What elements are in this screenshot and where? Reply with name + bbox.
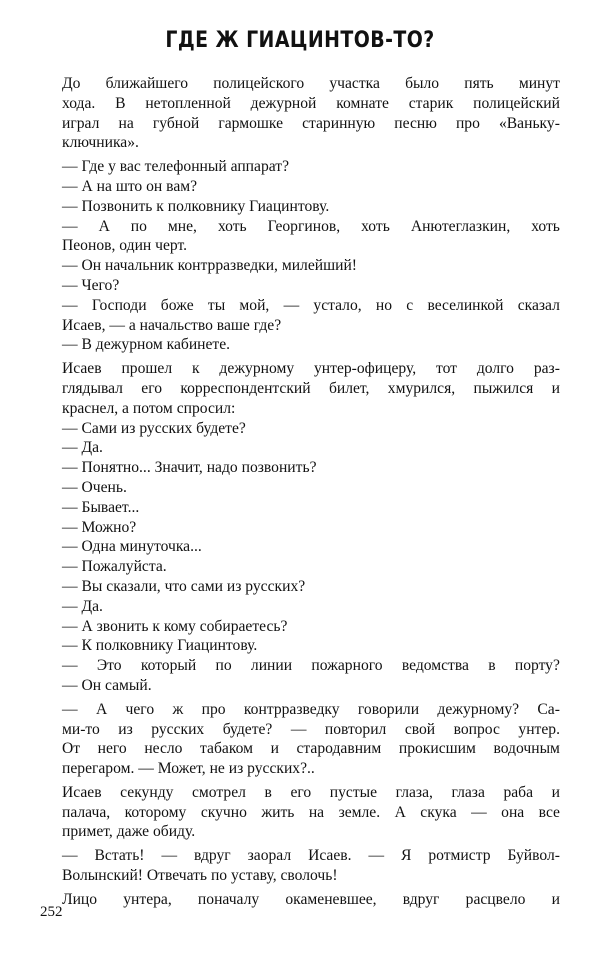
word: заорал <box>247 847 292 865</box>
word: — <box>283 296 300 314</box>
text-line: перегаром. — Может, не из русских?.. <box>62 760 315 778</box>
word: — <box>62 700 78 718</box>
word: В <box>115 94 126 112</box>
word: хоть <box>361 217 390 235</box>
word: скучно <box>200 803 247 821</box>
word: контрразведку <box>243 700 340 718</box>
word: боже <box>160 296 194 314</box>
word: говорили <box>357 700 420 718</box>
word: — <box>62 217 78 235</box>
word: сказал <box>517 296 560 314</box>
word: скука <box>420 803 457 821</box>
word: Господи <box>91 296 147 314</box>
page-number: 252 <box>40 904 63 920</box>
text-line <box>62 890 560 910</box>
word: его <box>141 379 163 397</box>
word: было <box>405 75 440 92</box>
word: будете? <box>222 720 273 738</box>
word: ты <box>207 296 226 314</box>
word: мне, <box>167 217 197 235</box>
text-line: — Пожалуйста. <box>62 558 167 576</box>
word: стародавним <box>296 740 382 758</box>
text-line <box>62 720 560 740</box>
text-line <box>62 803 560 823</box>
text-line: Волынский! Отвечать по уставу, сволочь! <box>62 867 338 885</box>
word: От <box>62 740 81 758</box>
text-line: — Сами из русских будете? <box>62 419 246 437</box>
word: гармошке <box>218 114 283 132</box>
text-line: — Да. <box>62 597 103 615</box>
text-line <box>62 217 560 237</box>
word: дежурной <box>250 94 317 112</box>
word: глаза <box>451 783 485 801</box>
word: и <box>551 379 560 397</box>
word: свой <box>404 720 436 738</box>
word: пять <box>464 75 494 92</box>
word: раз- <box>533 360 560 378</box>
word: участка <box>329 75 380 92</box>
word: билет, <box>328 379 370 397</box>
word: — <box>290 720 307 738</box>
word: несло <box>144 740 183 758</box>
text-line: — Где у вас телефонный аппарат? <box>62 158 289 176</box>
word: чего <box>125 700 155 718</box>
word: поначалу <box>197 890 260 908</box>
word: Исаев <box>62 360 102 378</box>
text-line <box>62 296 560 316</box>
word: хоть <box>217 217 247 235</box>
text-line: краснел, а потом спросил: <box>62 399 236 417</box>
word: с <box>406 296 414 314</box>
word: по <box>215 657 232 675</box>
word: Исаев <box>62 783 102 801</box>
word: Это <box>96 657 122 675</box>
text-line: — Чего? <box>62 276 120 294</box>
word: земле. <box>338 803 381 821</box>
word: ми-то <box>62 720 100 738</box>
text-line <box>62 846 560 866</box>
word: на <box>308 803 325 821</box>
word: его <box>290 783 312 801</box>
text-line <box>62 94 560 114</box>
word: старинную <box>302 114 376 132</box>
word: в <box>488 657 496 675</box>
word: про <box>455 114 480 132</box>
word: унтера, <box>123 890 172 908</box>
text-line <box>62 359 560 379</box>
text-line: — Он начальник контрразведки, милейший! <box>62 257 357 275</box>
word: линии <box>250 657 293 675</box>
word: корреспондентский <box>180 379 311 397</box>
word: старик <box>408 94 454 112</box>
word: губной <box>152 114 200 132</box>
word: хмурился, <box>387 379 456 397</box>
word: унтер. <box>518 720 560 738</box>
word: минут <box>518 75 560 92</box>
body-text <box>62 74 560 910</box>
word: — <box>368 847 385 865</box>
word: вдруг <box>193 847 231 865</box>
text-line <box>62 739 560 759</box>
word: ротмистр <box>428 847 491 865</box>
word: русских <box>151 720 205 738</box>
word: унтер-офицеру, <box>314 360 417 378</box>
word: по <box>130 217 147 235</box>
word: к <box>191 360 200 378</box>
word: устало, <box>313 296 362 314</box>
word: тот <box>435 360 457 378</box>
text-line: Пеонов, один черт. <box>62 237 188 255</box>
word: ж <box>172 700 184 718</box>
word: долго <box>476 360 514 378</box>
text-line <box>62 700 560 720</box>
word: Анютеглазкин, <box>410 217 511 235</box>
word: играл <box>62 114 100 132</box>
word: и <box>551 783 560 801</box>
word: ближайшего <box>105 75 189 92</box>
text-line <box>62 114 560 134</box>
word: секунду <box>120 783 174 801</box>
word: пыжился <box>473 379 534 397</box>
word: но <box>375 296 393 314</box>
word: ведомства <box>401 657 469 675</box>
word: пожарного <box>311 657 383 675</box>
word: прокисшим <box>398 740 476 758</box>
text-line: — Вы сказали, что сами из русских? <box>62 577 306 595</box>
word: про <box>201 700 226 718</box>
text-line <box>62 74 560 94</box>
word: него <box>97 740 127 758</box>
text-line: — Позвонить к полковнику Гиацинтову. <box>62 197 330 215</box>
word: хода. <box>62 94 96 112</box>
chapter-title: ГДЕ Ж ГИАЦИНТОВ-ТО? <box>165 28 435 53</box>
word: глядывал <box>62 379 123 397</box>
word: табаком <box>200 740 253 758</box>
text-line: — Да. <box>62 439 103 457</box>
word: Исаев. <box>308 847 352 865</box>
word: и <box>270 740 279 758</box>
word: жить <box>261 803 295 821</box>
word: раба <box>503 783 534 801</box>
word: из <box>118 720 133 738</box>
word: который <box>140 657 197 675</box>
text-line: — Очень. <box>62 478 127 496</box>
word: дежурному? <box>437 700 520 718</box>
text-line: — В дежурном кабинете. <box>62 336 231 354</box>
word: она <box>501 803 525 821</box>
word: — <box>62 847 78 865</box>
text-line: — А звонить к кому собираетесь? <box>62 617 288 635</box>
text-line: ключника». <box>62 134 139 152</box>
text-line: примет, даже обиду. <box>62 823 196 841</box>
word: — <box>471 803 487 821</box>
word: палача, <box>62 803 111 821</box>
word: вдруг <box>402 890 440 908</box>
word: «Ваньку- <box>498 114 560 132</box>
word: глаза, <box>395 783 433 801</box>
word: мой, <box>239 296 270 314</box>
word: А <box>98 217 110 235</box>
text-line: — Понятно... Значит, надо позвонить? <box>62 459 317 477</box>
word: пустые <box>329 783 378 801</box>
word: — <box>62 657 78 675</box>
word: в <box>264 783 272 801</box>
word: А <box>95 700 108 718</box>
word: А <box>394 803 406 821</box>
text-line: — Бывает... <box>62 498 140 516</box>
word: вопрос <box>453 720 500 738</box>
text-line <box>62 379 560 399</box>
text-line: — Можно? <box>62 518 137 536</box>
word: веселинкой <box>427 296 504 314</box>
word: дежурному <box>219 360 295 378</box>
word: Лицо <box>62 890 98 908</box>
word: окаменевшее, <box>285 890 377 908</box>
text-line: — К полковнику Гиацинтову. <box>62 637 258 655</box>
word: Буйвол- <box>507 847 560 865</box>
text-line: — Одна минуточка... <box>62 538 202 556</box>
word: нетопленной <box>145 94 231 112</box>
word: Са- <box>537 700 560 718</box>
word: хоть <box>531 217 560 235</box>
word: Я <box>401 847 412 865</box>
word: — <box>161 847 178 865</box>
word: Встать! <box>94 847 145 865</box>
word: смотрел <box>192 783 246 801</box>
word: — <box>62 296 78 314</box>
word: До <box>62 75 81 92</box>
word: и <box>551 890 560 908</box>
word: на <box>118 114 134 132</box>
text-line <box>62 656 560 676</box>
word: Георгинов, <box>267 217 341 235</box>
word: расцвело <box>465 890 526 908</box>
word: все <box>538 803 560 821</box>
word: водочным <box>493 740 560 758</box>
word: порту? <box>514 657 560 675</box>
word: прошел <box>121 360 173 378</box>
word: комнате <box>336 94 389 112</box>
text-line <box>62 783 560 803</box>
text-line: — Он самый. <box>62 676 152 694</box>
word: песню <box>394 114 437 132</box>
word: которому <box>124 803 187 821</box>
word: повторил <box>324 720 387 738</box>
text-line: Исаев, — а начальство ваше где? <box>62 316 282 334</box>
word: полицейского <box>213 75 305 92</box>
word: полицейский <box>473 94 560 112</box>
text-line: — А на што он вам? <box>62 177 198 195</box>
